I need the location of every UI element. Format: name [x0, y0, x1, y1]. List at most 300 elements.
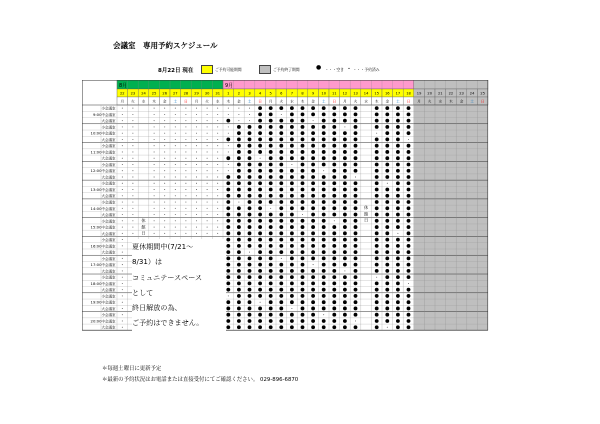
reserved-mark — [397, 233, 398, 234]
vacant-mark — [290, 169, 294, 173]
vacant-mark — [354, 200, 358, 204]
vacant-mark — [301, 282, 305, 286]
vacant-mark — [279, 169, 283, 173]
notice-line: として — [132, 287, 154, 297]
vacant-mark — [301, 238, 305, 242]
reserved-mark — [302, 214, 303, 215]
vacant-mark — [290, 319, 294, 323]
vacant-mark — [237, 325, 241, 329]
vacant-mark — [290, 231, 294, 235]
footnote-update: ＊毎週土曜日に更新予定 — [102, 366, 162, 372]
vacant-mark — [375, 163, 379, 167]
room-label: 大会議室 — [101, 325, 116, 330]
reserved-mark — [228, 126, 229, 127]
reserved-mark — [217, 145, 218, 146]
vacant-mark — [279, 319, 283, 323]
vacant-mark — [301, 269, 305, 273]
vacant-mark — [226, 319, 230, 323]
reserved-mark — [228, 114, 229, 115]
weekday-label: 土 — [173, 99, 178, 104]
vacant-mark — [290, 150, 294, 154]
reserved-mark — [196, 126, 197, 127]
vacant-mark — [343, 225, 347, 229]
reserved-mark — [175, 202, 176, 203]
month-label-aug: 8月 — [119, 83, 128, 89]
vacant-mark — [237, 181, 241, 185]
reserved-mark — [122, 202, 123, 203]
vacant-mark — [354, 294, 358, 298]
vacant-mark — [237, 275, 241, 279]
time-slot-label: 17:00 — [90, 262, 102, 268]
reserved-mark — [175, 120, 176, 121]
vacant-mark — [290, 313, 294, 317]
reserved-mark — [175, 183, 176, 184]
room-label: 大会議室 — [101, 119, 116, 124]
vacant-mark — [269, 144, 273, 148]
vacant-mark — [269, 300, 273, 304]
date-label: 30 — [204, 91, 210, 96]
reserved-mark — [196, 195, 197, 196]
vacant-mark — [354, 231, 358, 235]
vacant-mark — [290, 206, 294, 210]
reserved-mark — [122, 214, 123, 215]
reserved-mark — [344, 270, 345, 271]
reserved-mark — [185, 120, 186, 121]
room-label: 中会議室 — [101, 150, 116, 155]
vacant-mark — [332, 275, 336, 279]
vacant-mark — [237, 188, 241, 192]
vacant-mark — [375, 313, 379, 317]
reserved-mark — [185, 208, 186, 209]
vacant-mark — [407, 231, 411, 235]
vacant-mark — [343, 250, 347, 254]
vacant-mark — [407, 206, 411, 210]
vacant-mark — [226, 282, 230, 286]
vacant-mark — [343, 194, 347, 198]
reserved-mark — [196, 164, 197, 165]
reserved-mark — [122, 270, 123, 271]
vacant-mark — [290, 188, 294, 192]
vacant-mark — [226, 213, 230, 217]
vacant-mark — [290, 106, 294, 110]
vacant-mark — [301, 200, 305, 204]
room-label: 中会議室 — [101, 263, 116, 268]
vacant-mark — [290, 156, 294, 160]
vacant-mark — [258, 200, 262, 204]
vacant-mark — [332, 175, 336, 179]
date-label: 27 — [173, 91, 178, 96]
reserved-mark — [164, 195, 165, 196]
reserved-mark — [217, 195, 218, 196]
month-header-closed — [414, 80, 488, 89]
room-label: 小会議室 — [101, 200, 116, 205]
reserved-mark — [207, 145, 208, 146]
vacant-mark — [279, 175, 283, 179]
reserved-mark — [122, 295, 123, 296]
room-label: 大会議室 — [101, 288, 116, 293]
date-label: 6 — [280, 91, 283, 96]
date-label: 22 — [448, 91, 454, 96]
vacant-mark — [258, 169, 262, 173]
reserved-mark — [164, 170, 165, 171]
vacant-mark — [385, 112, 389, 116]
reserved-mark — [185, 183, 186, 184]
vacant-mark — [258, 194, 262, 198]
vacant-mark — [237, 319, 241, 323]
vacant-mark — [290, 144, 294, 148]
vacant-mark — [258, 325, 262, 329]
reserved-mark — [132, 145, 133, 146]
date-label: 11 — [332, 91, 337, 96]
reserved-mark — [217, 177, 218, 178]
reserved-mark — [291, 308, 292, 309]
vacant-mark — [279, 181, 283, 185]
weekday-label: 金 — [385, 99, 390, 104]
reserved-mark — [132, 152, 133, 153]
weekday-label: 水 — [215, 99, 220, 104]
time-slot-label: 20:00 — [90, 318, 102, 324]
reserved-mark — [196, 114, 197, 115]
date-label: 5 — [269, 91, 272, 96]
vacant-mark — [237, 263, 241, 267]
vacant-mark — [332, 150, 336, 154]
reserved-mark — [185, 214, 186, 215]
vacant-mark — [375, 300, 379, 304]
vacant-mark — [322, 150, 326, 154]
vacant-mark — [237, 300, 241, 304]
vacant-mark — [375, 181, 379, 185]
vacant-mark — [269, 163, 273, 167]
room-label: 小会議室 — [101, 181, 116, 186]
vacant-mark — [385, 175, 389, 179]
vacant-mark — [258, 307, 262, 311]
vacant-mark — [332, 300, 336, 304]
vacant-mark — [375, 325, 379, 329]
date-label: 28 — [183, 91, 189, 96]
reserved-mark — [196, 108, 197, 109]
reserved-mark — [164, 108, 165, 109]
vacant-mark — [407, 313, 411, 317]
reserved-mark — [164, 164, 165, 165]
vacant-mark — [269, 256, 273, 260]
vacant-mark — [290, 225, 294, 229]
reserved-mark — [207, 114, 208, 115]
vacant-mark — [248, 256, 252, 260]
reserved-mark — [122, 283, 123, 284]
vacant-mark — [332, 200, 336, 204]
reserved-mark — [387, 183, 388, 184]
vacant-mark — [248, 225, 252, 229]
vacant-mark — [279, 106, 283, 110]
vacant-mark — [385, 263, 389, 267]
vacant-mark — [385, 213, 389, 217]
vacant-mark — [269, 225, 273, 229]
date-label: 24 — [141, 91, 146, 96]
month-label-sep: 9月 — [225, 83, 234, 89]
reserved-mark — [164, 202, 165, 203]
weekday-label: 火 — [279, 99, 284, 104]
vacant-mark — [226, 313, 230, 317]
reserved-mark — [132, 189, 133, 190]
date-label: 8 — [301, 91, 304, 96]
reserved-mark — [207, 133, 208, 134]
vacant-mark — [396, 194, 400, 198]
vacant-mark — [322, 256, 326, 260]
vacant-mark — [311, 144, 315, 148]
vacant-mark — [311, 288, 315, 292]
vacant-mark — [343, 131, 347, 135]
reserved-mark — [185, 164, 186, 165]
vacant-mark — [279, 219, 283, 223]
weekday-label: 日 — [258, 99, 262, 104]
vacant-mark — [269, 213, 273, 217]
vacant-mark — [311, 213, 315, 217]
room-label: 大会議室 — [101, 213, 116, 218]
vacant-mark — [407, 219, 411, 223]
vacant-mark — [407, 238, 411, 242]
vacant-mark — [322, 200, 326, 204]
reserved-mark — [154, 120, 155, 121]
reserved-mark — [132, 108, 133, 109]
vacant-mark — [375, 175, 379, 179]
vacant-mark — [332, 131, 336, 135]
as-of-date: 8月22日 現在 — [158, 68, 194, 74]
vacant-mark — [269, 288, 273, 292]
vacant-mark — [226, 200, 230, 204]
vacant-mark — [269, 244, 273, 248]
vacant-mark — [237, 313, 241, 317]
vacant-mark — [248, 163, 252, 167]
vacant-mark — [396, 169, 400, 173]
vacant-mark — [237, 288, 241, 292]
vacant-mark — [322, 225, 326, 229]
reserved-mark — [175, 145, 176, 146]
vacant-mark — [354, 325, 358, 329]
reserved-mark — [132, 139, 133, 140]
vacant-mark — [290, 175, 294, 179]
reserved-mark — [376, 277, 377, 278]
vacant-mark — [301, 288, 305, 292]
reserved-mark — [175, 170, 176, 171]
date-label: 21 — [438, 91, 443, 96]
reserved-mark — [217, 152, 218, 153]
room-label: 中会議室 — [101, 187, 116, 192]
vacant-mark — [279, 231, 283, 235]
reserved-mark — [217, 139, 218, 140]
vacant-mark — [375, 119, 379, 123]
vacant-mark — [279, 188, 283, 192]
vacant-mark — [258, 188, 262, 192]
reserved-mark — [196, 158, 197, 159]
vacant-mark — [354, 307, 358, 311]
vacant-mark — [248, 125, 252, 129]
room-label: 中会議室 — [101, 319, 116, 324]
room-label: 中会議室 — [101, 225, 116, 230]
vacant-mark — [226, 119, 230, 123]
reserved-mark — [207, 189, 208, 190]
weekday-label: 火 — [205, 99, 209, 104]
room-label: 大会議室 — [101, 306, 116, 311]
reserved-mark — [164, 208, 165, 209]
vacant-mark — [396, 269, 400, 273]
reserved-mark — [132, 164, 133, 165]
vacant-mark — [301, 307, 305, 311]
vacant-mark — [332, 282, 336, 286]
closure-mark-aug: 日 — [141, 230, 146, 236]
vacant-mark — [311, 181, 315, 185]
time-slot-label: 12:00 — [90, 168, 102, 174]
vacant-mark — [343, 181, 347, 185]
vacant-mark — [269, 150, 273, 154]
date-label: 19 — [416, 91, 422, 96]
weekday-label: 水 — [364, 99, 368, 104]
vacant-mark — [396, 325, 400, 329]
vacant-mark — [343, 106, 347, 110]
reserved-mark — [185, 114, 186, 115]
vacant-mark — [290, 200, 294, 204]
vacant-mark — [354, 300, 358, 304]
vacant-mark — [248, 181, 252, 185]
vacant-mark — [354, 163, 358, 167]
reserved-mark — [228, 152, 229, 153]
vacant-mark — [407, 213, 411, 217]
reserved-mark — [387, 327, 388, 328]
time-slot-label: 18:00 — [90, 280, 102, 286]
vacant-mark — [311, 319, 315, 323]
vacant-mark — [343, 112, 347, 116]
reserved-mark — [122, 321, 123, 322]
vacant-mark — [290, 250, 294, 254]
vacant-mark — [237, 175, 241, 179]
reserved-mark — [122, 327, 123, 328]
date-label: 29 — [194, 91, 199, 96]
reserved-mark — [207, 108, 208, 109]
reserved-mark — [154, 202, 155, 203]
notice-line: 終日解放の為、 — [132, 303, 182, 313]
date-label: 16 — [385, 91, 390, 96]
reserved-mark — [164, 152, 165, 153]
reserved-mark — [196, 220, 197, 221]
vacant-mark — [354, 256, 358, 260]
reserved-mark — [175, 164, 176, 165]
vacant-mark — [396, 106, 400, 110]
vacant-mark — [407, 175, 411, 179]
reserved-mark — [217, 108, 218, 109]
vacant-mark — [322, 119, 326, 123]
vacant-mark — [248, 263, 252, 267]
reserved-mark — [122, 189, 123, 190]
vacant-mark — [322, 275, 326, 279]
reserved-mark — [122, 277, 123, 278]
vacant-mark — [248, 131, 252, 135]
reserved-mark — [323, 314, 324, 315]
date-label: 10 — [321, 91, 326, 96]
vacant-mark — [226, 300, 230, 304]
vacant-mark — [332, 138, 336, 142]
vacant-mark — [226, 206, 230, 210]
vacant-mark — [269, 125, 273, 129]
vacant-mark — [301, 206, 305, 210]
vacant-mark — [385, 188, 389, 192]
vacant-mark — [258, 131, 262, 135]
vacant-mark — [226, 288, 230, 292]
weekday-label: 木 — [226, 99, 231, 104]
vacant-mark — [269, 294, 273, 298]
vacant-mark — [311, 300, 315, 304]
vacant-mark — [354, 282, 358, 286]
reserved-mark — [154, 145, 155, 146]
vacant-mark — [248, 213, 252, 217]
weekday-label: 金 — [237, 99, 241, 104]
vacant-mark — [301, 175, 305, 179]
vacant-mark — [354, 263, 358, 267]
vacant-mark — [279, 138, 283, 142]
vacant-mark — [279, 244, 283, 248]
reserved-mark — [164, 145, 165, 146]
vacant-mark — [279, 156, 283, 160]
weekday-label: 月 — [120, 99, 125, 104]
vacant-mark — [332, 225, 336, 229]
vacant-mark — [311, 106, 315, 110]
vacant-mark — [226, 244, 230, 248]
legend-vacant-symbol: ● — [316, 64, 322, 71]
vacant-mark — [258, 256, 262, 260]
vacant-mark — [248, 175, 252, 179]
vacant-mark — [322, 300, 326, 304]
vacant-mark — [258, 150, 262, 154]
vacant-mark — [375, 150, 379, 154]
reserved-mark — [228, 164, 229, 165]
room-label: 小会議室 — [101, 275, 116, 280]
room-label: 小会議室 — [101, 256, 116, 261]
vacant-mark — [301, 244, 305, 248]
vacant-mark — [258, 206, 262, 210]
vacant-mark — [332, 206, 336, 210]
vacant-mark — [258, 313, 262, 317]
reserved-mark — [207, 120, 208, 121]
reserved-mark — [132, 202, 133, 203]
vacant-mark — [375, 200, 379, 204]
date-label: 31 — [215, 91, 220, 96]
weekday-label: 水 — [290, 99, 294, 104]
vacant-mark — [375, 125, 379, 129]
room-label: 小会議室 — [101, 125, 116, 130]
reserved-mark — [164, 233, 165, 234]
vacant-mark — [279, 275, 283, 279]
vacant-mark — [396, 112, 400, 116]
vacant-mark — [301, 181, 305, 185]
vacant-mark — [385, 275, 389, 279]
vacant-mark — [322, 319, 326, 323]
reserved-mark — [196, 133, 197, 134]
vacant-mark — [375, 244, 379, 248]
time-slot-label: 11:00 — [90, 149, 102, 155]
reserved-mark — [122, 289, 123, 290]
vacant-mark — [385, 200, 389, 204]
reserved-mark — [334, 220, 335, 221]
vacant-mark — [258, 213, 262, 217]
vacant-mark — [248, 219, 252, 223]
vacant-mark — [375, 231, 379, 235]
vacant-mark — [375, 294, 379, 298]
vacant-mark — [269, 181, 273, 185]
reserved-mark — [207, 195, 208, 196]
reserved-mark — [154, 152, 155, 153]
vacant-mark — [332, 181, 336, 185]
date-label: 24 — [469, 91, 475, 96]
vacant-mark — [237, 219, 241, 223]
vacant-mark — [269, 313, 273, 317]
